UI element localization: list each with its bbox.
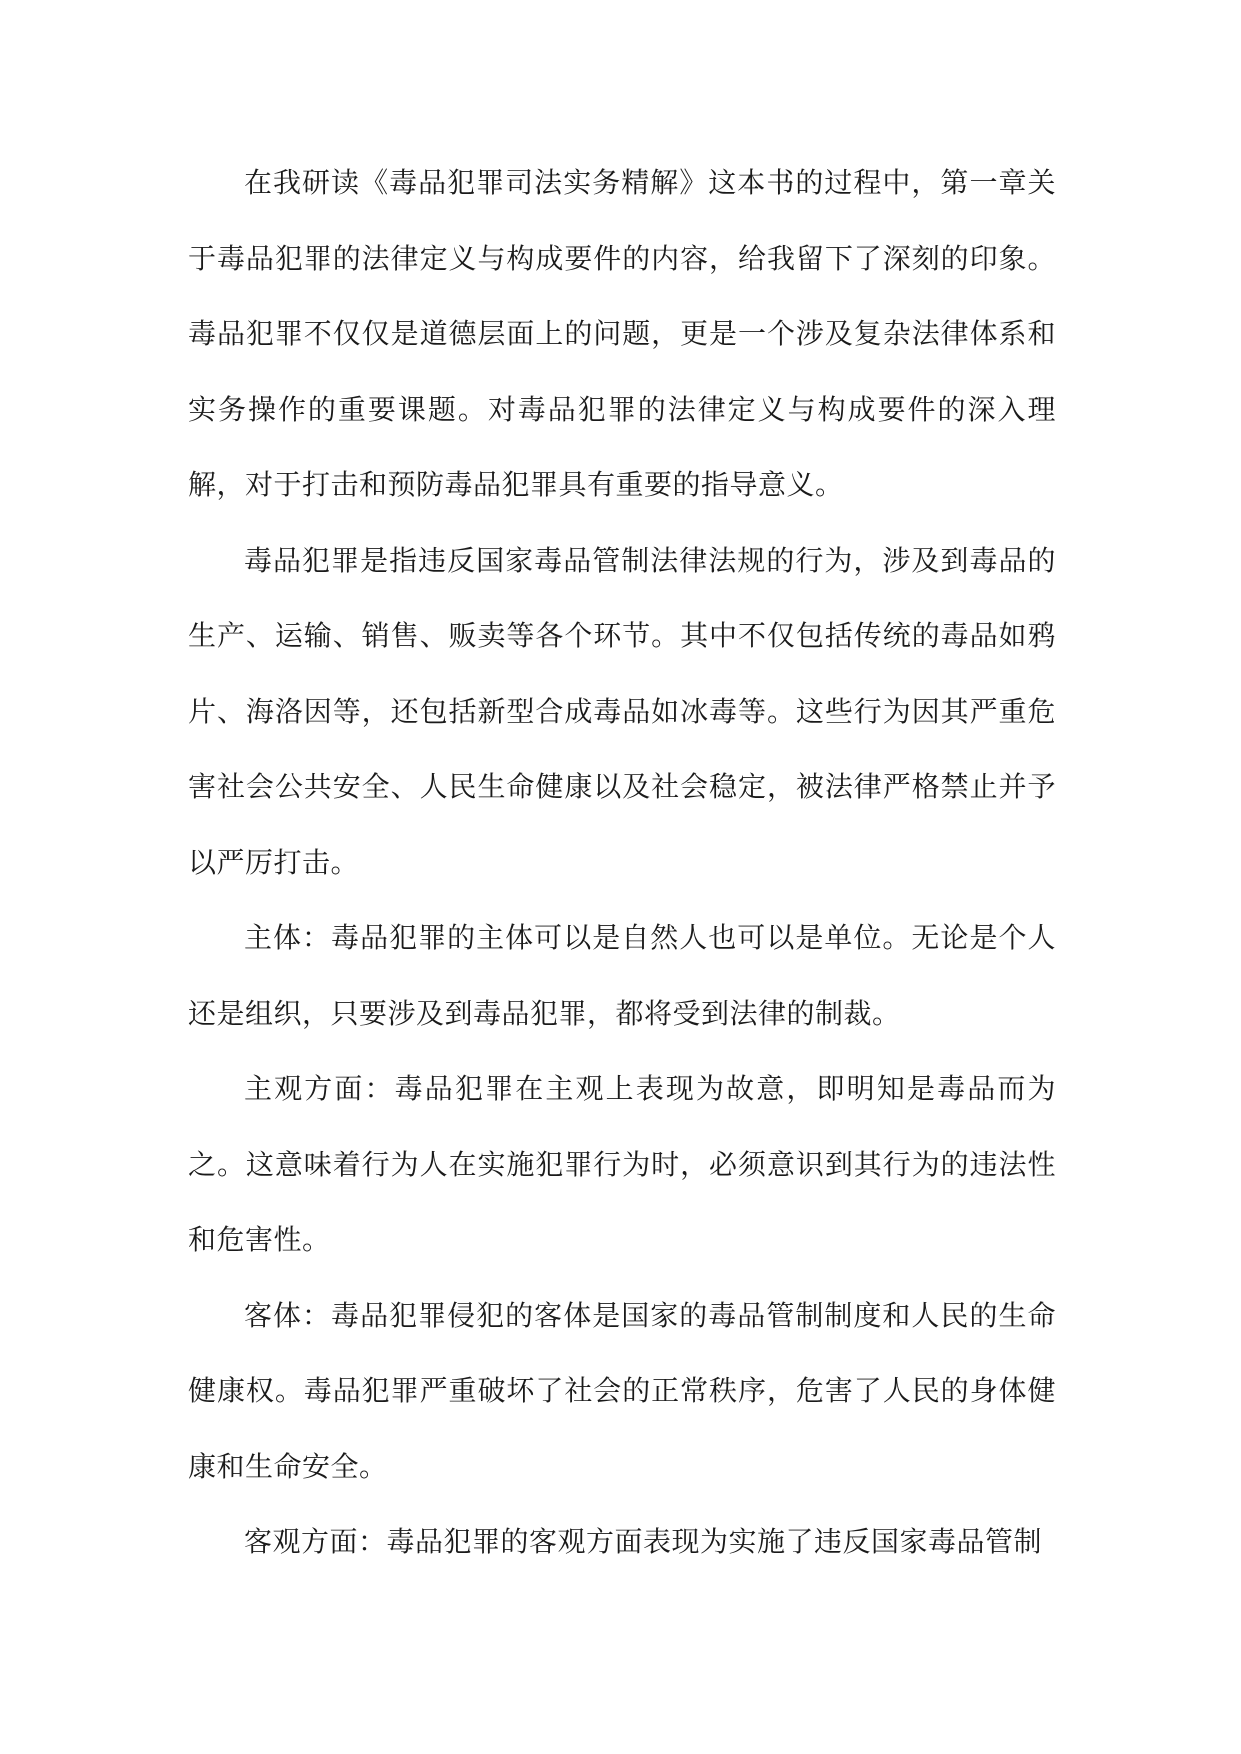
document-body xyxy=(188,145,1056,1580)
paragraph-objective-aspect: 客观方面：毒品犯罪的客观方面表现为实施了违反国家毒品管制 xyxy=(244,1525,1043,1558)
paragraph-definition: 毒品犯罪是指违反国家毒品管制法律法规的行为，涉及到毒品的生产、运输、销售、贩卖等各个环节。其中不仅包括传统的毒品如鸦片、海洛因等，还包括新型合成毒品如冰毒等。这些行为因其严重危害社会公共安全、人民生命健康以及社会稳定，被法律严格禁止并予以严厉打击。 xyxy=(188,543,1056,879)
paragraph-intro: 在我研读《毒品犯罪司法实务精解》这本书的过程中，第一章关于毒品犯罪的法律定义与构成要件的内容，给我留下了深刻的印象。毒品犯罪不仅仅是道德层面上的问题，更是一个涉及复杂法律体系和实务操作的重要课题。对毒品犯罪的法律定义与构成要件的深入理解，对于打击和预防毒品犯罪具有重要的指导意义。 xyxy=(188,166,1056,501)
paragraph-subject: 主体：毒品犯罪的主体可以是自然人也可以是单位。无论是个人还是组织，只要涉及到毒品犯罪，都将受到法律的制裁。 xyxy=(188,921,1056,1030)
paragraph-subjective-aspect: 主观方面：毒品犯罪在主观上表现为故意，即明知是毒品而为之。这意味着行为人在实施犯罪行为时，必须意识到其行为的违法性和危害性。 xyxy=(188,1072,1056,1256)
paragraph-object: 客体：毒品犯罪侵犯的客体是国家的毒品管制制度和人民的生命健康权。毒品犯罪严重破坏了社会的正常秩序，危害了人民的身体健康和生命安全。 xyxy=(188,1298,1056,1483)
